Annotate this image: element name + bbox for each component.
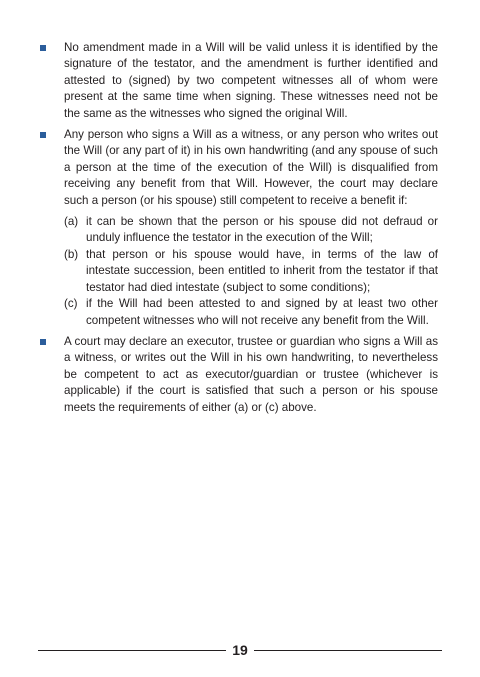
condition-list <box>38 214 438 329</box>
bullet-text: A court may declare an executor, trustee or guardian who signs a Will as a witness, or writes out the Will in his own handwriting, to nevertheless be competent to act as executor/guardian or trustee (whichever is applicable) if the court is satisfied that such a person or his spouse meets the requirements of either (a) or (c) above. <box>64 334 438 414</box>
footer-rule-left <box>38 650 226 651</box>
condition-text: if the Will had been attested to and signed by at least two other competent witnesses who will not receive any benefit from the Will. <box>86 297 438 327</box>
bullet-item-witness-disqualification <box>38 127 438 209</box>
condition-item-c <box>38 296 438 329</box>
bullet-text: Any person who signs a Will as a witness, or any person who writes out the Will (or any part of it) in his own handwriting (and any spouse of such a person at the time of the execution of the Will) is disqualified from receiving any benefit from that Will. However, the court may declare such a person (or his spouse) still competent to receive a benefit if: <box>64 128 438 207</box>
square-bullet-icon <box>40 339 46 345</box>
square-bullet-icon <box>40 45 46 51</box>
bullet-item-executor-competence <box>38 334 438 416</box>
footer-rule-right <box>254 650 442 651</box>
condition-item-a <box>38 214 438 247</box>
bullet-item-amendment <box>38 40 438 122</box>
list-marker: (c) <box>64 297 78 311</box>
square-bullet-icon <box>40 132 46 138</box>
condition-text: that person or his spouse would have, in terms of the law of intestate succession, been entitled to inherit from the testator if that testator had died intestate (subject to some conditions); <box>86 247 438 294</box>
condition-text: it can be shown that the person or his spouse did not defraud or unduly influence the testator in the execution of the Will; <box>86 215 438 245</box>
list-marker: (b) <box>64 247 79 261</box>
bullet-text: No amendment made in a Will will be valid unless it is identified by the signature of the testator, and the amendment is further identified and attested to (signed) by two competent witnesses all of whom were present at the same time when signing. These witnesses need not be the same as the witnesses who signed the original Will. <box>64 41 438 120</box>
page-body <box>38 40 438 421</box>
page-number: 19 <box>232 642 248 658</box>
condition-item-b <box>38 247 438 296</box>
page-footer <box>38 640 442 660</box>
list-marker: (a) <box>64 215 79 229</box>
